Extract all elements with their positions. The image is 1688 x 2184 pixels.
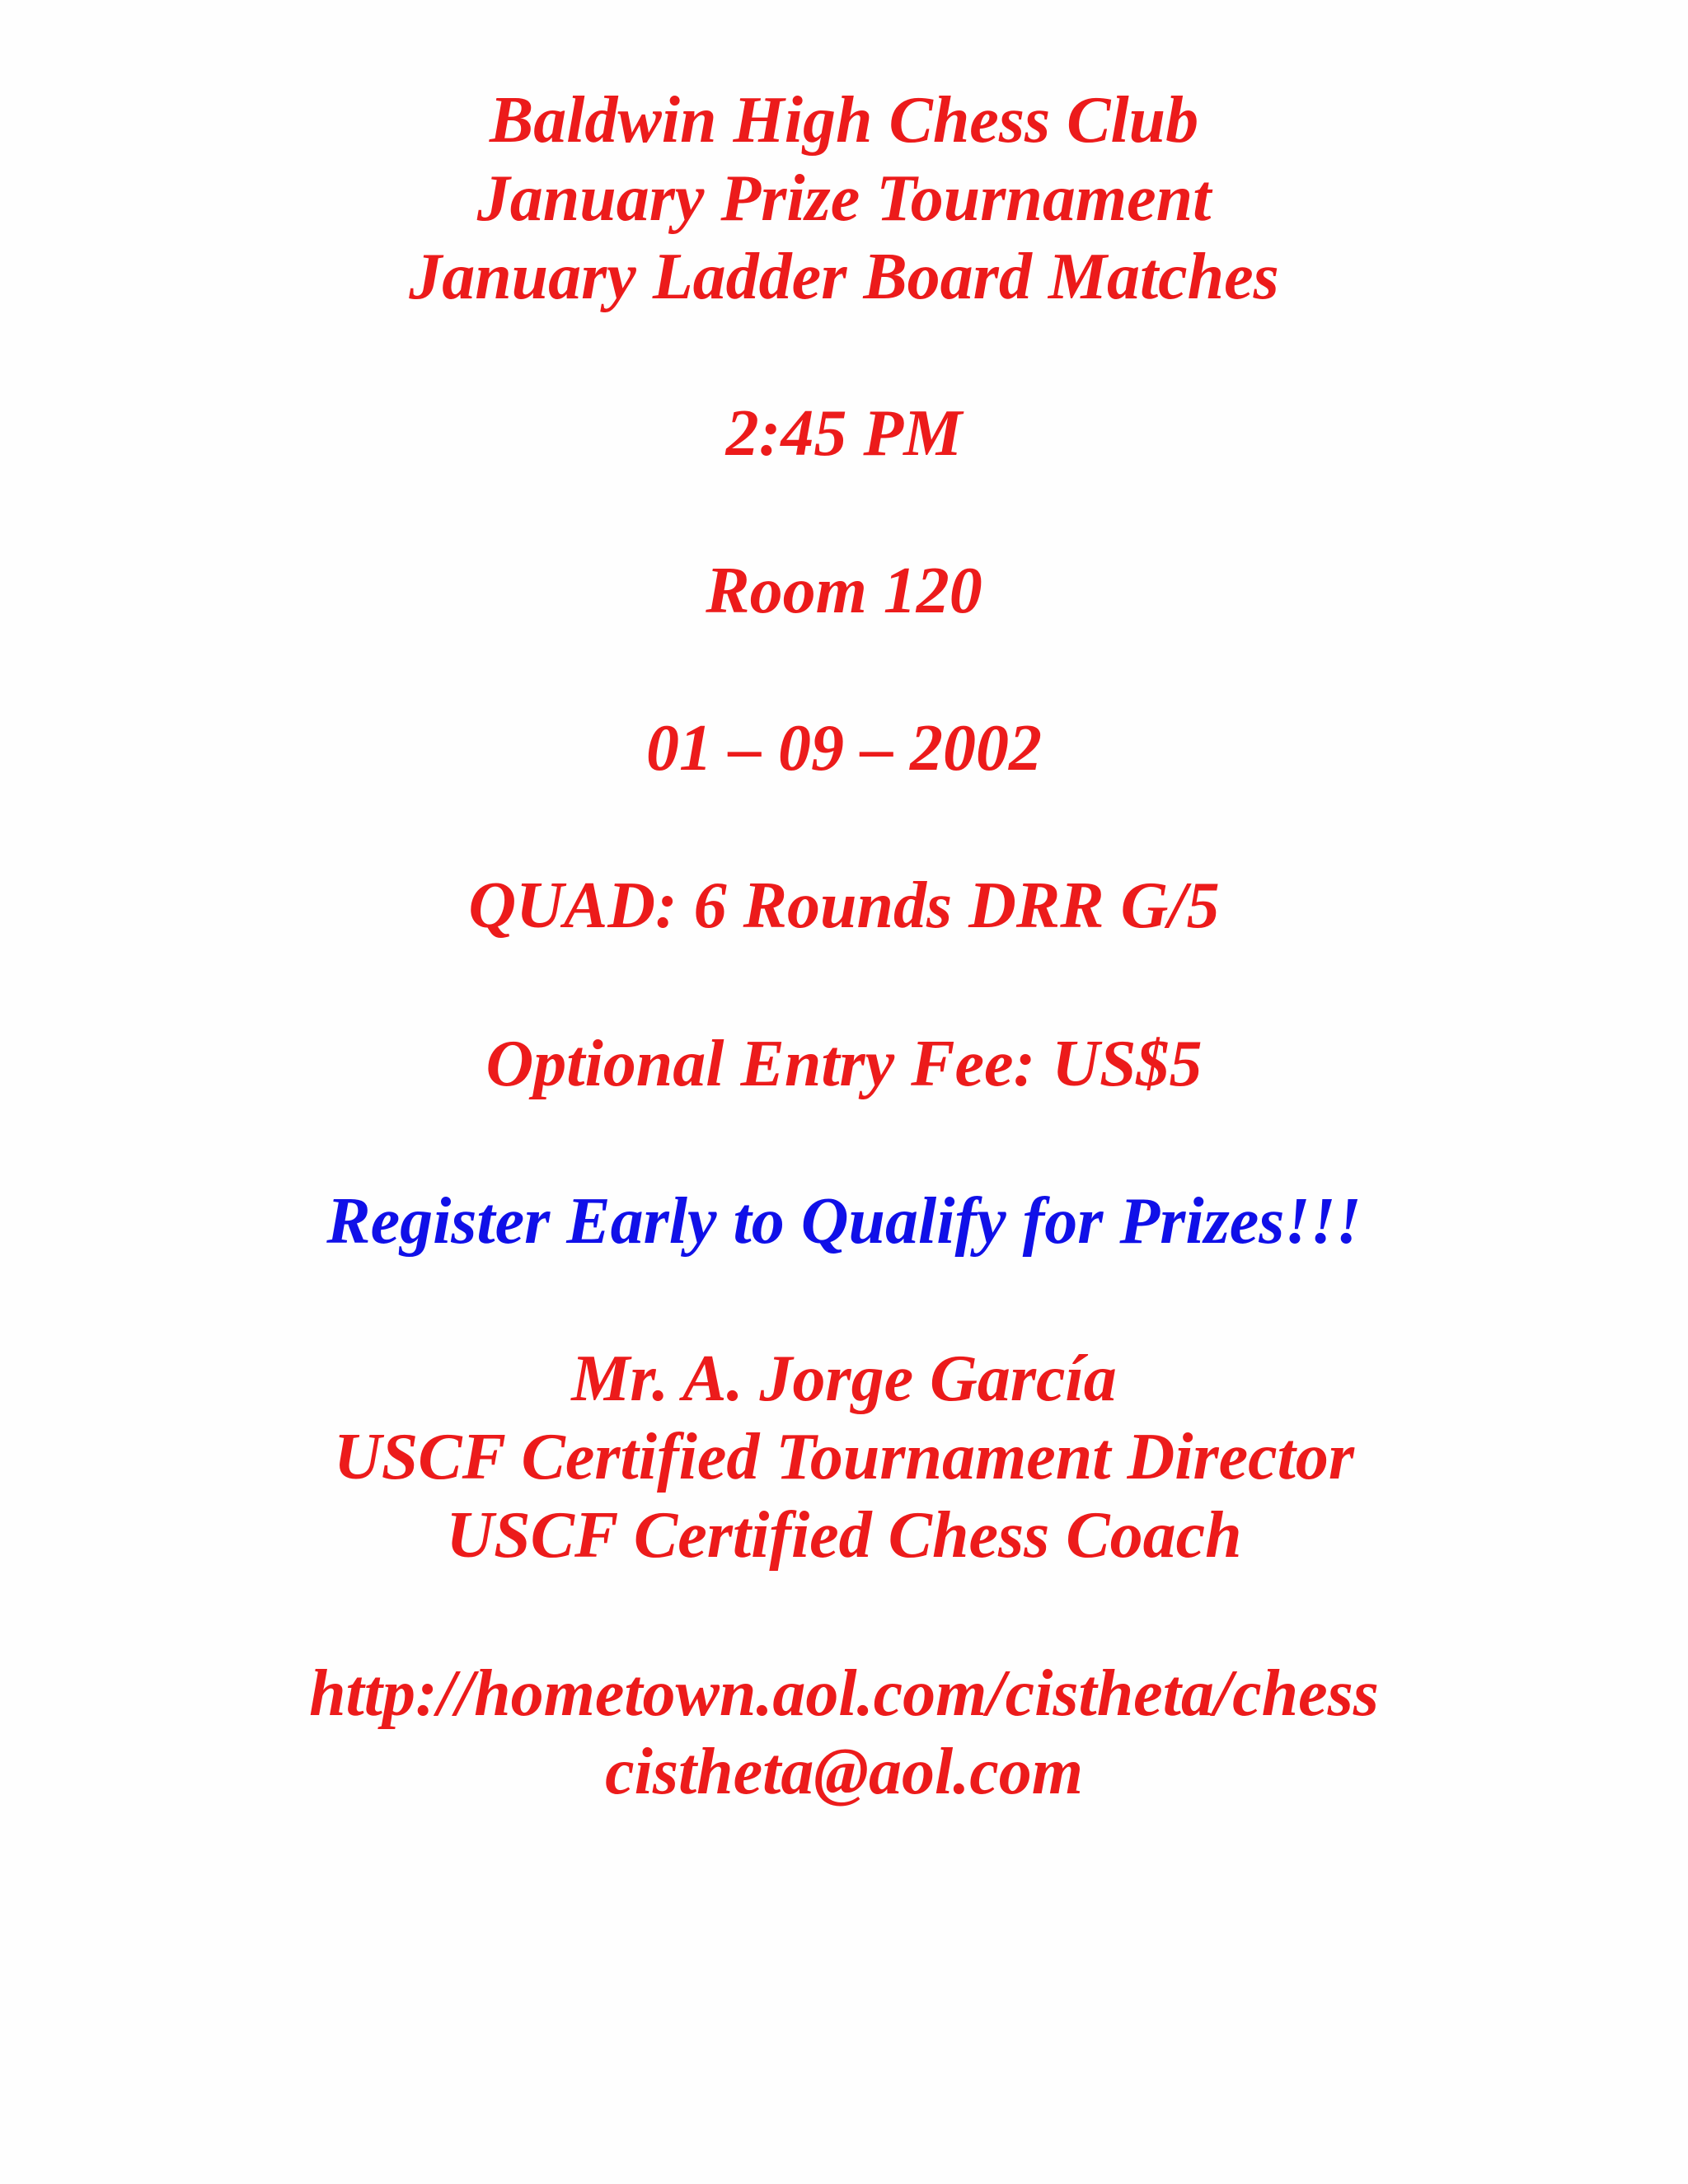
register-call-to-action: Register Early to Qualify for Prizes!!!	[326, 1185, 1362, 1258]
event-time: 2:45 PM	[725, 397, 963, 470]
director-title-coach: USCF Certified Chess Coach	[446, 1499, 1242, 1572]
event-room: Room 120	[706, 555, 982, 627]
entry-fee: Optional Entry Fee: US$5	[485, 1028, 1203, 1100]
director-name: Mr. A. Jorge García	[571, 1343, 1117, 1415]
event-subtitle: January Ladder Board Matches	[409, 241, 1279, 313]
tournament-name: January Prize Tournament	[476, 162, 1212, 235]
director-title-td: USCF Certified Tournament Director	[334, 1421, 1354, 1493]
website-link[interactable]: http://hometown.aol.com/cistheta/chess	[309, 1657, 1379, 1730]
club-name: Baldwin High Chess Club	[489, 84, 1199, 157]
email-link[interactable]: cistheta@aol.com	[605, 1736, 1083, 1808]
event-date: 01 – 09 – 2002	[646, 712, 1042, 785]
tournament-format: QUAD: 6 Rounds DRR G/5	[468, 869, 1220, 942]
